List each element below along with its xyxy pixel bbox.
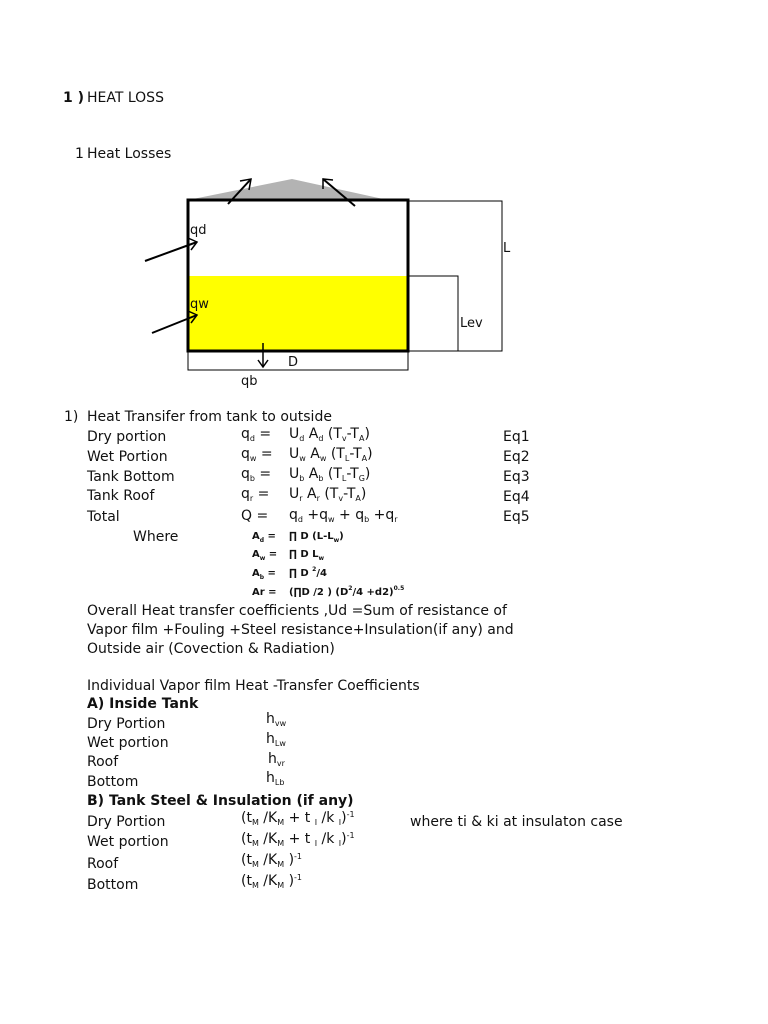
area-bottom: $A_b$ = [252, 568, 276, 581]
area-roof: Ar = [252, 587, 277, 598]
row-label: Total [87, 509, 120, 525]
resistance-dry: ($t_M$ $/K_M + t$ $_I$ /k $_I$)$^{-1}$ [241, 810, 355, 827]
resistance-wet: ($t_M$ $/K_M + t$ $_I$ /k $_I$)$^{-1}$ [241, 831, 355, 848]
label-Lev: Lev [460, 316, 483, 331]
eq-number: Eq2 [503, 449, 530, 465]
sectionA-row: Bottom [87, 774, 139, 790]
sectionB-note: where ti & ki at insulaton case [410, 814, 623, 830]
row-label: Wet Portion [87, 449, 168, 465]
coef-h: $h_{vw}$ [266, 711, 287, 728]
area-dry: $A_d$ = [252, 531, 276, 544]
eq-lhs: $q_w$ = [241, 446, 273, 463]
sectionB-row: Bottom [87, 877, 139, 893]
subheading-title: Heat Losses [87, 146, 172, 162]
row-label: Dry portion [87, 429, 167, 445]
coef-h: $h_{Lw}$ [266, 731, 286, 748]
sectionB-title: B) Tank Steel & Insulation (if any) [87, 793, 354, 809]
area-roof-formula: (∏D /2 ) $(D^2/4 +d2)^{0.5}$ [289, 585, 405, 598]
label-qd: qd [190, 223, 207, 238]
tank-diagram [0, 0, 768, 400]
eq-number: Eq4 [503, 489, 530, 505]
resistance-roof: ($t_M$ $/K_M$ )$^{-1}$ [241, 852, 303, 869]
label-qb: qb [241, 374, 258, 389]
row-label: Tank Bottom [87, 469, 175, 485]
section1-title: Heat Transifer from tank to outside [87, 409, 332, 425]
coef-h: $h_{vr}$ [268, 751, 285, 768]
label-qw: qw [190, 297, 209, 312]
sectionA-row: Dry Portion [87, 716, 166, 732]
sectionA-row: Roof [87, 754, 119, 770]
sectionB-row: Wet portion [87, 834, 169, 850]
eq-rhs-total: $q_d +q_w + q_b +q_r$ [289, 507, 398, 524]
eq-number: Eq1 [503, 429, 530, 445]
eq-number: Eq3 [503, 469, 530, 485]
eq-number: Eq5 [503, 509, 530, 525]
label-L: L [503, 241, 511, 256]
overall-line: Overall Heat transfer coefficients ,Ud =Sum of resistance of [87, 603, 507, 619]
liquid-fill [188, 276, 408, 351]
eq-lhs: $q_b$ = [241, 466, 272, 483]
heading-number: 1 ) [63, 90, 85, 106]
label-D: D [288, 355, 299, 370]
overall-line: Vapor film +Fouling +Steel resistance+Insulation(if any) and [87, 622, 514, 638]
sectionA-row: Wet portion [87, 735, 169, 751]
area-wet: $A_w$ = [252, 549, 278, 562]
subheading-number: 1 [75, 146, 84, 162]
resistance-bottom: ($t_M$ $/K_M$ )$^{-1}$ [241, 873, 303, 890]
where-label: Where [133, 529, 179, 545]
area-dry-formula: ∏ D $(L-L_w)$ [289, 531, 344, 544]
coef-h: $h_{Lb}$ [266, 770, 285, 787]
eq-rhs-wet: $U_w$ $A_w$ $(T_L-T_A)$ [289, 446, 373, 463]
sectionB-row: Dry Portion [87, 814, 166, 830]
sectionA-title: A) Inside Tank [87, 696, 199, 712]
eq-rhs-dry: $U_d$ $A_d$ $(T_v-T_A)$ [289, 426, 370, 443]
row-label: Tank Roof [87, 488, 155, 504]
heading-title: HEAT LOSS [87, 90, 164, 106]
eq-rhs-roof: $U_r$ $A_r$ $(T_v-T_A)$ [289, 486, 367, 503]
area-wet-formula: ∏ D $L_w$ [289, 549, 325, 562]
individual-title: Individual Vapor film Heat -Transfer Coefficients [87, 678, 420, 694]
dimension-Lev [408, 276, 458, 351]
area-bottom-formula: ∏ D $^2$/4 [289, 566, 327, 579]
section1-number: 1) [64, 409, 79, 425]
eq-rhs-bottom: $U_b$ $A_b$ $(T_L-T_G)$ [289, 466, 371, 483]
eq-lhs: $q_d$ = [241, 426, 272, 443]
eq-lhs: $q_r$ = [241, 486, 270, 503]
eq-lhs: Q = [241, 508, 269, 524]
overall-line: Outside air (Covection & Radiation) [87, 641, 335, 657]
tank-roof [188, 179, 388, 200]
sectionB-row: Roof [87, 856, 119, 872]
